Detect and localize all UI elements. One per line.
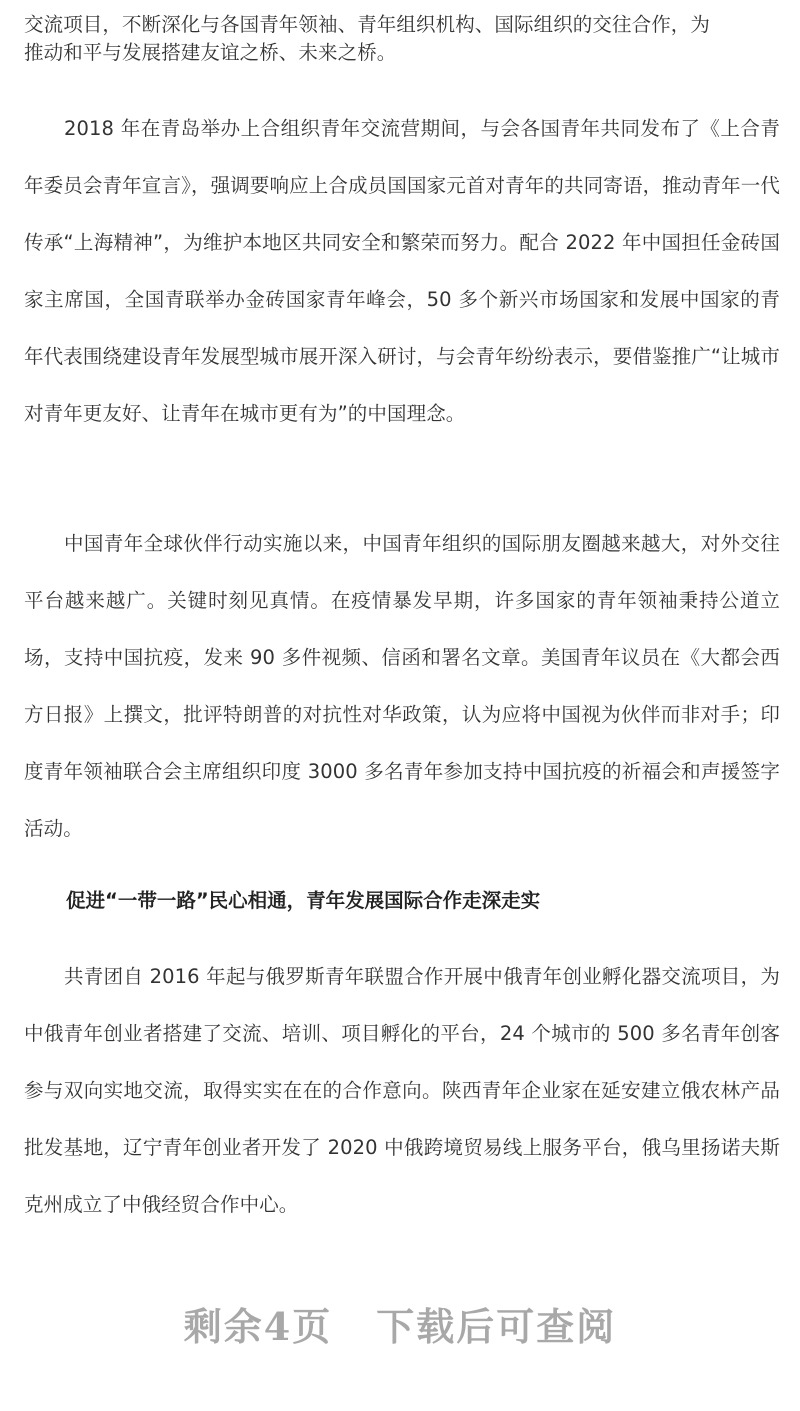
paragraph-cut-off: 交流项目，不断深化与各国青年领袖、青年组织机构、国际组织的交往合作，为	[24, 13, 711, 36]
download-prompt[interactable]	[0, 1296, 800, 1351]
paragraph-3: 中国青年全球伙伴行动实施以来，中国青年组织的国际朋友圈越来越大，对外交往平台越来越广。关键时刻见真情。在疫情暴发早期，许多国家的青年领袖秉持公道立场，支持中国抗疫，发来 90 多件视频、信函和署名文章。美国青年议员在《大都会西方日报》上撰文，批评特朗普的对抗性对华政策，认为应将中国视为伙伴而非对手；印度青年领袖联合会主席组织印度 3000 多名青年参加支持中国抗疫的祈福会和声援签字活动。	[24, 532, 780, 840]
download-to-view-label: 下载后可查阅	[376, 1304, 617, 1349]
section-heading: 促进“一带一路”民心相通，青年发展国际合作走深走实	[66, 889, 541, 912]
remaining-pages-label: 剩余4页	[183, 1304, 333, 1349]
paragraph-1-end: 推动和平与发展搭建友谊之桥、未来之桥。	[24, 41, 397, 64]
paragraph-4: 共青团自 2016 年起与俄罗斯青年联盟合作开展中俄青年创业孵化器交流项目，为中俄青年创业者搭建了交流、培训、项目孵化的平台，24 个城市的 500 多名青年创客参与双向实地交流，取得实实在在的合作意向。陕西青年企业家在延安建立俄农林产品批发基地，辽宁青年创业者开发了 2020 中俄跨境贸易线上服务平台，俄乌里扬诺夫斯克州成立了中俄经贸合作中心。	[24, 965, 780, 1216]
paragraph-2: 2018 年在青岛举办上合组织青年交流营期间，与会各国青年共同发布了《上合青年委员会青年宣言》，强调要响应上合成员国国家元首对青年的共同寄语，推动青年一代传承“上海精神”，为维护本地区共同安全和繁荣而努力。配合 2022 年中国担任金砖国家主席国，全国青联举办金砖国家青年峰会，50 多个新兴市场国家和发展中国家的青年代表围绕建设青年发展型城市展开深入研讨，与会青年纷纷表示，要借鉴推广“让城市对青年更友好、让青年在城市更有为”的中国理念。	[24, 117, 780, 425]
